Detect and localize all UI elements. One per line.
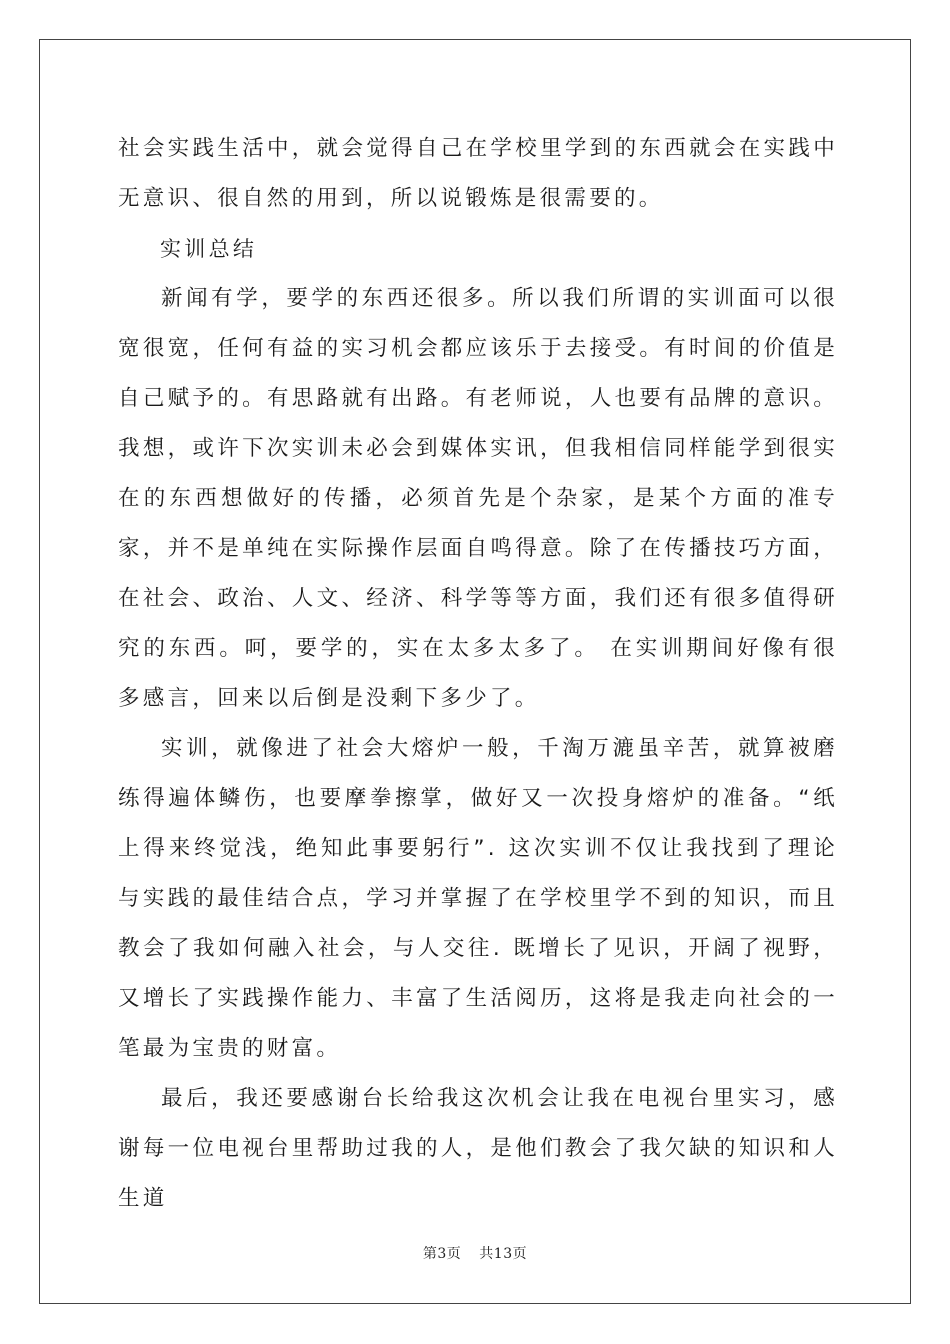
section-heading: 实训总结	[160, 237, 258, 261]
page-footer	[0, 1243, 950, 1263]
paragraph-continuation: 社会实践生活中，就会觉得自己在学校里学到的东西就会在实践中无意识、很自然的用到，所以说锻炼是很需要的。	[118, 136, 838, 211]
paragraph: 新闻有学，要学的东西还很多。所以我们所谓的实训面可以很宽很宽，任何有益的实习机会都应该乐于去接受。有时间的价值是自己赋予的。有思路就有出路。有老师说，人也要有品牌的意识。我想，或许下次实训未必会到媒体实讯，但我相信同样能学到很实在的东西想做好的传播，必须首先是个杂家，是某个方面的准专家，并不是单纯在实际操作层面自鸣得意。除了在传播技巧方面，在社会、政治、人文、经济、科学等等方面，我们还有很多值得研究的东西。呵，要学的，实在太多太多了。 在实训期间好像有很多感言，回来以后倒是没剩下多少了。	[118, 286, 838, 711]
total-pages: 共13页	[479, 1246, 528, 1262]
paragraph: 实训，就像进了社会大熔炉一般，千淘万漉虽辛苦，就算被磨练得遍体鳞伤，也要摩拳擦掌，做好又一次投身熔炉的准备。“纸上得来终觉浅，绝知此事要躬行”. 这次实训不仅让我找到了理论与实践的最佳结合点，学习并掌握了在学校里学不到的知识，而且教会了我如何融入社会，与人交往. 既增长了见识，开阔了视野，又增长了实践操作能力、丰富了生活阅历，这将是我走向社会的一笔最为宝贵的财富。	[118, 736, 838, 1061]
document-body	[118, 124, 838, 1224]
page-number: 第3页	[422, 1246, 462, 1262]
paragraph: 最后，我还要感谢台长给我这次机会让我在电视台里实习，感谢每一位电视台里帮助过我的人，是他们教会了我欠缺的知识和人生道	[118, 1086, 838, 1211]
